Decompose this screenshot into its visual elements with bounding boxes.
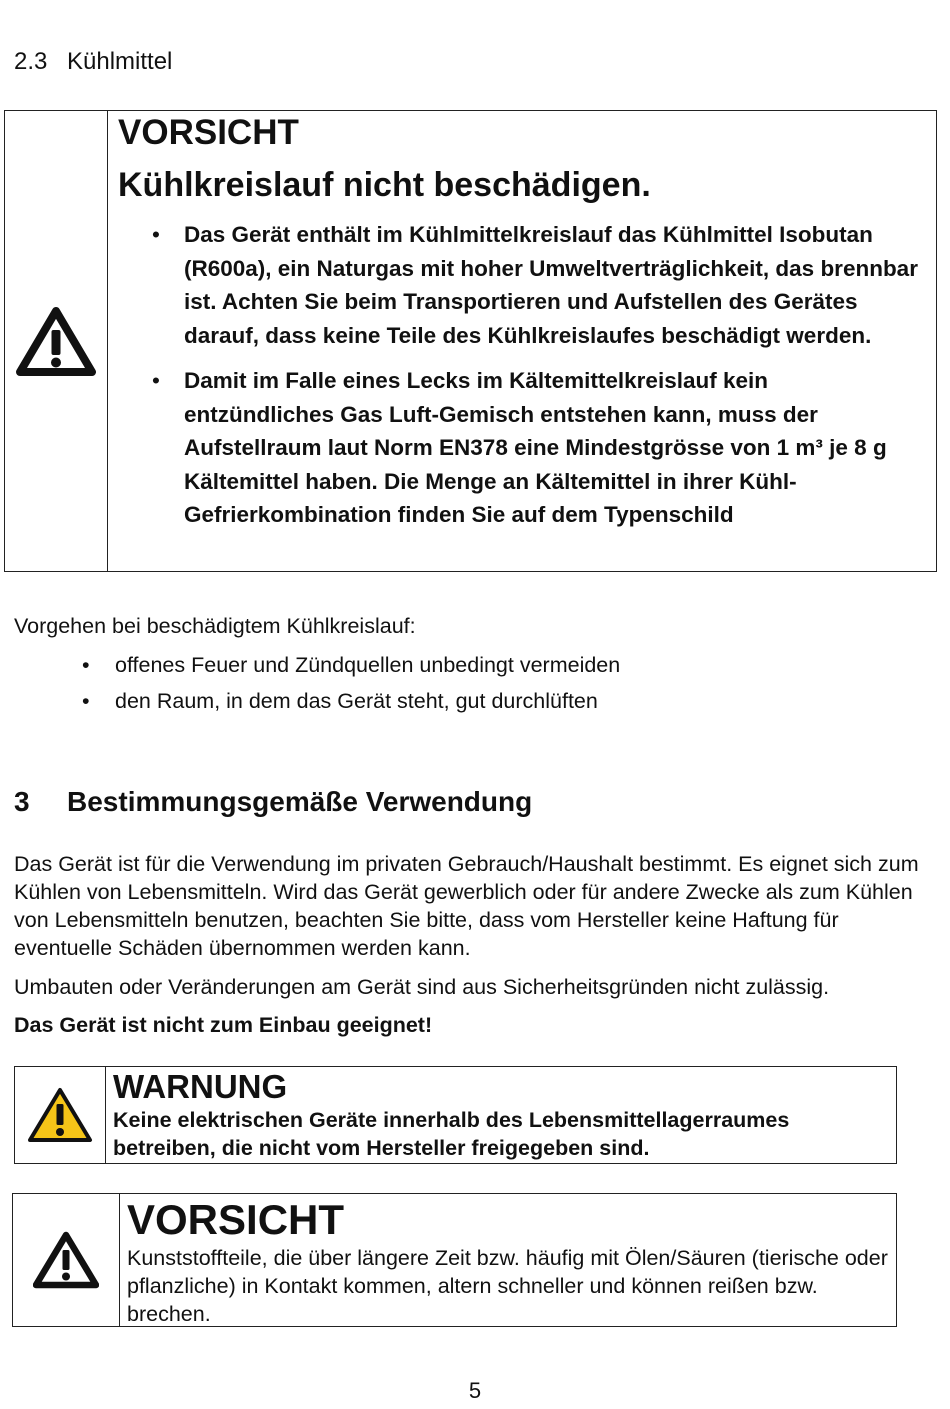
section-heading	[14, 48, 172, 76]
caution-heading: VORSICHT	[118, 113, 299, 152]
section-number: 2.3	[14, 48, 48, 75]
caution-bullet: • Damit im Falle eines Lecks im Kältemittelkreislauf kein entzündliches Gas Luft-Gemisch entstehen kann, muss der Aufstellraum laut Norm EN378 eine Mindestgrösse von 1 m³ je 8 g Kältemittel haben. Die Menge an Kältemittel in ihrer Kühl-Gefrierkombination finden Sie auf dem Typenschild	[118, 364, 924, 532]
warning-triangle-icon	[33, 1231, 99, 1289]
yellow-warning-triangle-icon	[27, 1086, 93, 1144]
usage-paragraph: Das Gerät ist für die Verwendung im privaten Gebrauch/Haushalt bestimmt. Es eignet sich zum Kühlen von Lebensmitteln. Wird das Gerät gewerblich oder für andere Zwecke als zum Kühlen von Lebensmitteln benutzen, beachten Sie bitte, dass vom Hersteller keine Haftung für eventuelle Schäden übernommen werden kann.	[14, 852, 919, 960]
warning-icon-cell	[15, 1067, 105, 1163]
box-divider	[119, 1194, 120, 1326]
chapter-title: Bestimmungsgemäße Verwendung	[67, 786, 533, 817]
warning-text: Keine elektrischen Geräte innerhalb des Lebensmittellagerraumes betreiben, die nicht vom Hersteller freigegeben sind.	[113, 1108, 790, 1160]
warning-triangle-icon	[16, 306, 96, 376]
caution-heading: VORSICHT	[127, 1196, 345, 1243]
caution-bullet: • Das Gerät enthält im Kühlmittelkreislauf das Kühlmittel Isobutan (R600a), ein Naturgas mit hoher Umweltverträglichkeit, das brennbar ist. Achten Sie beim Transportieren und Aufstellen des Gerätes darauf, dass keine Teile des Kühlkreislaufes beschädigt werden.	[118, 218, 924, 352]
box-divider	[107, 111, 108, 571]
caution-box-coolant	[4, 110, 937, 572]
installation-note: Das Gerät ist nicht zum Einbau geeignet!	[14, 1013, 433, 1037]
caution-icon-cell	[13, 1194, 119, 1326]
section-title: Kühlmittel	[67, 48, 173, 75]
caution-box-plastics	[12, 1193, 897, 1327]
caution-text: Kunststoffteile, die über längere Zeit bzw. häufig mit Ölen/Säuren (tierische oder pflanzliche) in Kontakt kommen, altern schneller und können reißen bzw. brechen.	[127, 1246, 888, 1326]
warning-box	[14, 1066, 897, 1164]
page-number: 5	[468, 1378, 482, 1403]
chapter-heading	[14, 786, 532, 818]
caution-bullet-list	[118, 218, 924, 532]
modification-paragraph: Umbauten oder Veränderungen am Gerät sind aus Sicherheitsgründen nicht zulässig.	[14, 975, 830, 999]
procedure-list	[14, 647, 620, 719]
warning-heading: WARNUNG	[113, 1068, 288, 1105]
caution-box-content	[127, 1194, 888, 1328]
chapter-number: 3	[14, 786, 30, 817]
procedure-item: • offenes Feuer und Zündquellen unbedingt vermeiden	[14, 647, 620, 683]
caution-icon-cell	[5, 111, 107, 571]
warning-box-content	[113, 1067, 888, 1162]
procedure-intro: Vorgehen bei beschädigtem Kühlkreislauf:	[14, 614, 416, 638]
procedure-item: • den Raum, in dem das Gerät steht, gut durchlüften	[14, 683, 620, 719]
box-divider	[105, 1067, 106, 1163]
caution-box-content	[118, 111, 924, 544]
caution-subheading: Kühlkreislauf nicht beschädigen.	[118, 166, 651, 204]
